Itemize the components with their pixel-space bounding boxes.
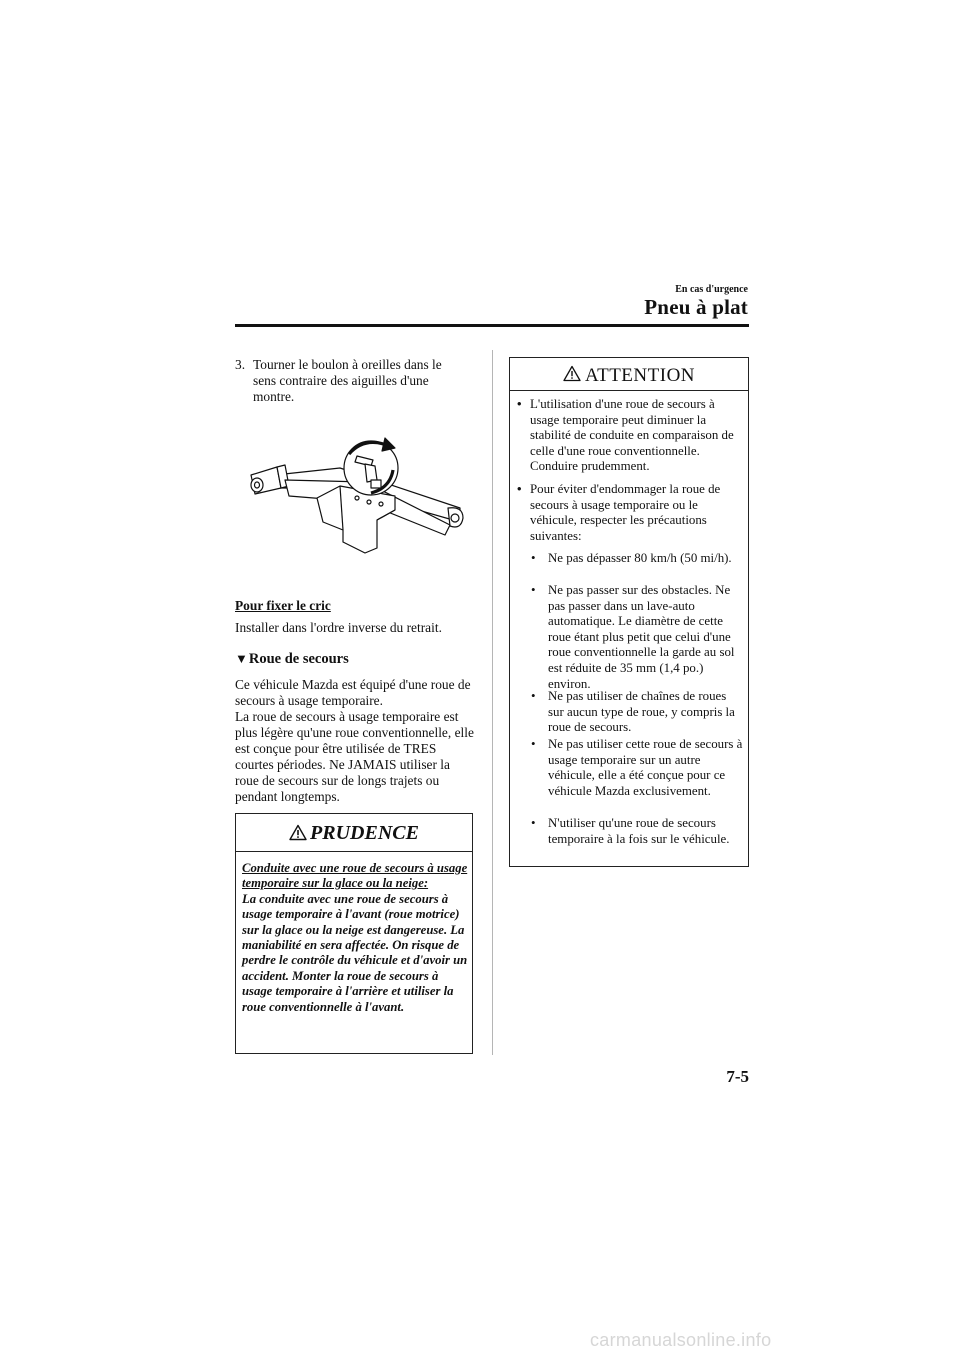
attention-header xyxy=(510,358,748,391)
prudence-body xyxy=(242,861,470,1015)
fix-jack-heading: Pour fixer le cric xyxy=(235,598,331,613)
step-text: Tourner le boulon à oreilles dans le sens contraire des aiguilles d'une montre. xyxy=(253,357,442,404)
spare-paragraph-1: Ce véhicule Mazda est équipé d'une roue de secours à usage temporaire. xyxy=(235,677,471,708)
sub-bullet-icon: • xyxy=(531,689,536,703)
attention-bullet xyxy=(517,482,741,544)
spare-wheel-heading-text: Roue de secours xyxy=(248,651,349,667)
attention-sub-text: Ne pas passer sur des obstacles. Ne pas passer dans un lave-auto automatique. Le diamètre de cette roue étant plus petit que celui d'une roue conventionnelle la garde au sol est réduite de 35 mm (1,4 po.) environ. xyxy=(548,583,735,691)
header-rule xyxy=(235,324,749,327)
attention-sub-item xyxy=(531,816,743,847)
prudence-subheading: Conduite avec une roue de secours à usage temporaire sur la glace ou la neige: xyxy=(242,861,468,891)
attention-sub-item xyxy=(531,551,743,567)
attention-sub-text: Ne pas utiliser de chaînes de roues sur aucun type de roue, y compris la roue de secours. xyxy=(548,689,735,735)
triangle-marker-icon: ▼ xyxy=(235,651,248,666)
attention-sub-text: Ne pas dépasser 80 km/h (50 mi/h). xyxy=(548,551,732,565)
fix-jack-text: Installer dans l'ordre inverse du retrait. xyxy=(235,620,442,635)
column-divider xyxy=(492,350,493,1055)
bullet-icon: • xyxy=(517,397,522,411)
watermark: carmanualsonline.info xyxy=(590,1330,772,1350)
section-label: En cas d'urgence xyxy=(675,284,748,295)
sub-bullet-icon: • xyxy=(531,737,536,751)
prudence-title: PRUDENCE xyxy=(310,822,419,844)
spare-paragraph-2: La roue de secours à usage temporaire est plus légère qu'une roue conventionnelle, elle est conçue pour être utilisée de TRES courtes périodes. Ne JAMAIS utiliser la roue de secours sur de longs trajets ou pendant longtemps. xyxy=(235,709,474,804)
step-number: 3. xyxy=(235,357,246,372)
attention-bullet xyxy=(517,397,741,475)
attention-sub-item xyxy=(531,583,743,692)
prudence-text: La conduite avec une roue de secours à usage temporaire à l'avant (roue motrice) sur la glace ou la neige est dangereuse. La maniabilité en sera affectée. On risque de perdre le contrôle du véhicule et d'avoir un accident. Monter la roue de secours à usage temporaire à l'arrière et utiliser la roue conventionnelle à l'avant. xyxy=(242,891,468,1014)
attention-sub-text: N'utiliser qu'une roue de secours temporaire à la fois sur le véhicule. xyxy=(548,816,730,846)
attention-bullet-text: L'utilisation d'une roue de secours à usage temporaire peut diminuer la stabilité de conduite en comparaison de celle d'une roue conventionnelle. Conduire prudemment. xyxy=(530,397,734,474)
sub-bullet-icon: • xyxy=(531,816,536,830)
scissor-jack-illustration xyxy=(245,430,467,560)
page-number: 7-5 xyxy=(726,1067,749,1086)
spare-wheel-heading xyxy=(235,651,349,668)
attention-box xyxy=(509,357,749,867)
attention-title: ATTENTION xyxy=(584,365,696,386)
attention-sub-item xyxy=(531,737,743,799)
prudence-header xyxy=(236,814,472,852)
attention-bullet-text: Pour éviter d'endommager la roue de secours à usage temporaire ou le véhicule, respecter les précautions suivantes: xyxy=(530,482,721,543)
attention-sub-item xyxy=(531,689,743,736)
warning-triangle-icon xyxy=(563,365,581,382)
attention-sub-text: Ne pas utiliser cette roue de secours à usage temporaire sur un autre véhicule, elle a été conçue pour ce véhicule Mazda exclusivement. xyxy=(548,737,743,798)
bullet-icon: • xyxy=(517,482,522,496)
page-title: Pneu à plat xyxy=(644,295,748,319)
warning-triangle-icon xyxy=(289,824,307,841)
sub-bullet-icon: • xyxy=(531,551,536,565)
sub-bullet-icon: • xyxy=(531,583,536,597)
step-3 xyxy=(235,357,465,405)
spare-wheel-text xyxy=(235,677,477,805)
prudence-warning-box xyxy=(235,813,473,1054)
